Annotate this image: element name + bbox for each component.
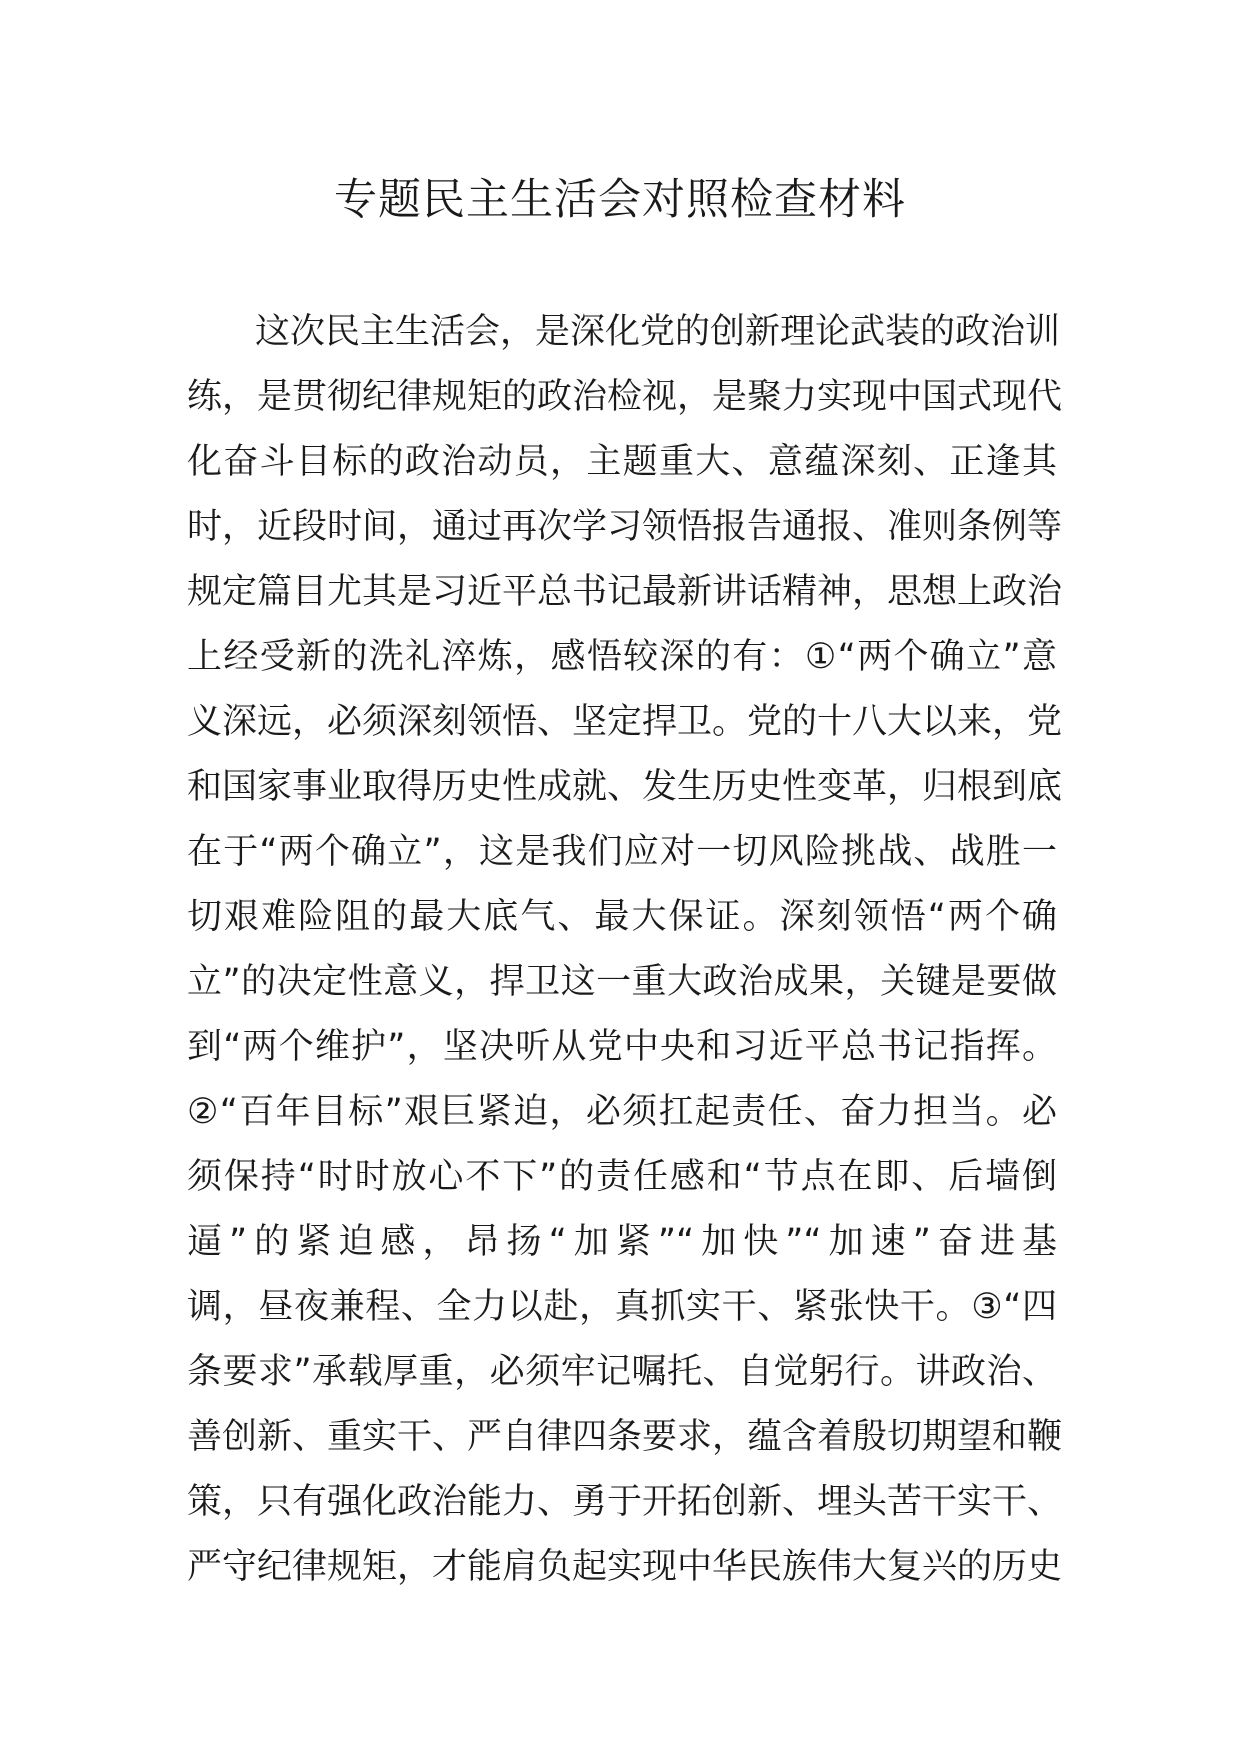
body-line: 上经受新的洗礼淬炼，感悟较深的有：①“两个确立”意 bbox=[187, 637, 1057, 677]
body-line: 严守纪律规矩，才能肩负起实现中华民族伟大复兴的历史 bbox=[187, 1547, 1063, 1587]
body-line: 时，近段时间，通过再次学习领悟报告通报、准则条例等 bbox=[187, 507, 1063, 547]
body-line: ②“百年目标”艰巨紧迫，必须扛起责任、奋力担当。必 bbox=[187, 1092, 1057, 1132]
body-line: 练，是贯彻纪律规矩的政治检视，是聚力实现中国式现代 bbox=[187, 377, 1063, 417]
body-line: 立”的决定性意义，捍卫这一重大政治成果，关键是要做 bbox=[187, 962, 1057, 1002]
body-line: 在于“两个确立”，这是我们应对一切风险挑战、战胜一 bbox=[187, 832, 1057, 872]
body-line: 义深远，必须深刻领悟、坚定捍卫。党的十八大以来，党 bbox=[187, 702, 1063, 742]
document-title: 专题民主生活会对照检查材料 bbox=[334, 175, 906, 225]
body-line: 逼”的紧迫感，昂扬“加紧”“加快”“加速”奋进基 bbox=[187, 1222, 1057, 1262]
body-line: 策，只有强化政治能力、勇于开拓创新、埋头苦干实干、 bbox=[187, 1482, 1063, 1522]
document-body bbox=[187, 300, 1063, 1600]
body-line: 须保持“时时放心不下”的责任感和“节点在即、后墙倒 bbox=[187, 1157, 1057, 1197]
body-line: 到“两个维护”，坚决听从党中央和习近平总书记指挥。 bbox=[187, 1027, 1057, 1067]
body-line: 和国家事业取得历史性成就、发生历史性变革，归根到底 bbox=[187, 767, 1063, 807]
body-line: 这次民主生活会，是深化党的创新理论武装的政治训 bbox=[255, 312, 1061, 352]
body-line: 调，昼夜兼程、全力以赴，真抓实干、紧张快干。③“四 bbox=[187, 1287, 1057, 1327]
body-line: 规定篇目尤其是习近平总书记最新讲话精神，思想上政治 bbox=[187, 572, 1063, 612]
body-line: 切艰难险阻的最大底气、最大保证。深刻领悟“两个确 bbox=[187, 897, 1057, 937]
body-line: 善创新、重实干、严自律四条要求，蕴含着殷切期望和鞭 bbox=[187, 1417, 1063, 1457]
body-line: 化奋斗目标的政治动员，主题重大、意蕴深刻、正逢其 bbox=[187, 442, 1057, 482]
body-line: 条要求”承载厚重，必须牢记嘱托、自觉躬行。讲政治、 bbox=[187, 1352, 1057, 1392]
